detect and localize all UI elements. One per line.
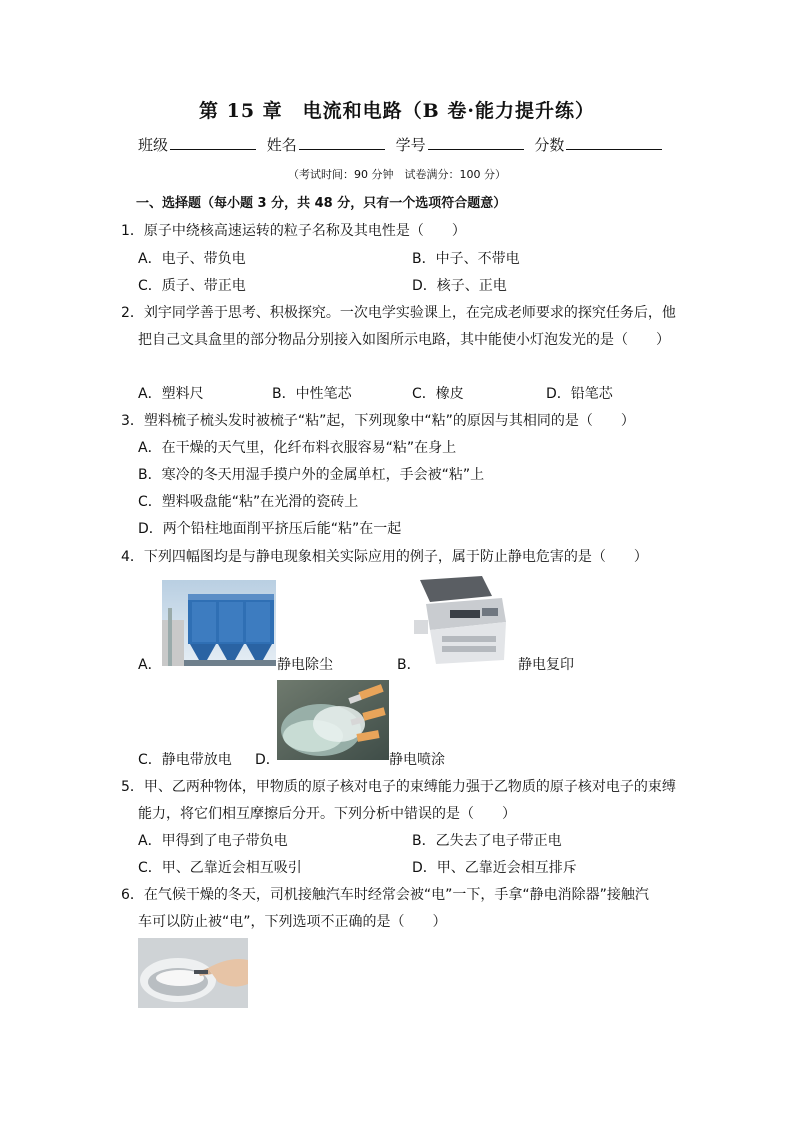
q2-option-c[interactable]: C．橡皮 bbox=[412, 386, 464, 402]
q1-option-c[interactable]: C．质子、带正电 bbox=[138, 278, 246, 294]
question-2-stem-line2: 把自己文具盒里的部分物品分别接入如图所示电路，其中能使小灯泡发光的是（ ） bbox=[138, 332, 670, 348]
question-5-stem-line2: 能力，将它们相互摩擦后分开。下列分析中错误的是（ ） bbox=[138, 806, 516, 822]
q1-option-d[interactable]: D．核子、正电 bbox=[412, 278, 507, 294]
class-label: 班级 bbox=[138, 136, 169, 154]
class-blank[interactable] bbox=[170, 134, 256, 150]
score-blank[interactable] bbox=[566, 134, 662, 150]
name-blank[interactable] bbox=[299, 134, 385, 150]
q5-option-b[interactable]: B．乙失去了电子带正电 bbox=[412, 833, 562, 849]
name-label: 姓名 bbox=[266, 136, 297, 154]
q4-option-d-letter[interactable]: D． bbox=[255, 752, 280, 768]
score-label: 分数 bbox=[534, 136, 565, 154]
car-door-handle-image bbox=[138, 938, 248, 1008]
student-info-line bbox=[138, 134, 668, 155]
spray-painting-image bbox=[277, 680, 389, 760]
q4-option-a-letter[interactable]: A． bbox=[138, 657, 162, 673]
photocopier-image bbox=[412, 574, 512, 666]
q1-option-a[interactable]: A．电子、带负电 bbox=[138, 251, 246, 267]
q3-option-d[interactable]: D．两个铅柱地面削平挤压后能“粘”在一起 bbox=[138, 521, 402, 537]
q2-option-d[interactable]: D．铅笔芯 bbox=[546, 386, 613, 402]
dust-collector-image bbox=[162, 580, 276, 666]
q4-option-b-label: 静电复印 bbox=[518, 657, 574, 673]
q4-option-a-label: 静电除尘 bbox=[277, 657, 333, 673]
q4-option-b-letter[interactable]: B． bbox=[397, 657, 421, 673]
q5-option-a[interactable]: A．甲得到了电子带负电 bbox=[138, 833, 288, 849]
question-2-stem-line1: 2．刘宇同学善于思考、积极探究。一次电学实验课上，在完成老师要求的探究任务后，他 bbox=[121, 305, 676, 321]
q1-option-b[interactable]: B．中子、不带电 bbox=[412, 251, 520, 267]
section-heading: 一、选择题（每小题 3 分，共 48 分，只有一个选项符合题意） bbox=[136, 196, 507, 211]
question-6-stem-line1: 6．在气候干燥的冬天，司机接触汽车时经常会被“电”一下，手拿“静电消除器”接触汽 bbox=[121, 887, 649, 903]
exam-info: （考试时间：90 分钟 试卷满分：100 分） bbox=[288, 168, 506, 181]
student-id-blank[interactable] bbox=[428, 134, 524, 150]
q4-option-d-label: 静电喷涂 bbox=[389, 752, 445, 768]
question-6-stem-line2: 车可以防止被“电”，下列选项不正确的是（ ） bbox=[138, 914, 447, 930]
question-5-stem-line1: 5．甲、乙两种物体，甲物质的原子核对电子的束缚能力强于乙物质的原子核对电子的束缚 bbox=[121, 779, 676, 795]
q3-option-b[interactable]: B．寒冷的冬天用湿手摸户外的金属单杠，手会被“粘”上 bbox=[138, 467, 485, 483]
q2-option-b[interactable]: B．中性笔芯 bbox=[272, 386, 352, 402]
q4-option-c[interactable]: C．静电带放电 bbox=[138, 752, 232, 768]
q5-option-d[interactable]: D．甲、乙靠近会相互排斥 bbox=[412, 860, 577, 876]
q3-option-a[interactable]: A．在干燥的天气里，化纤布料衣服容易“粘”在身上 bbox=[138, 440, 457, 456]
question-4-stem: 4．下列四幅图均是与静电现象相关实际应用的例子，属于防止静电危害的是（ ） bbox=[121, 549, 648, 565]
q5-option-c[interactable]: C．甲、乙靠近会相互吸引 bbox=[138, 860, 302, 876]
q2-option-a[interactable]: A．塑料尺 bbox=[138, 386, 204, 402]
student-id-label: 学号 bbox=[395, 136, 426, 154]
page-title: 第 15 章 电流和电路（B 卷·能力提升练） bbox=[199, 100, 595, 122]
q3-option-c[interactable]: C．塑料吸盘能“粘”在光滑的瓷砖上 bbox=[138, 494, 359, 510]
question-1-stem: 1．原子中绕核高速运转的粒子名称及其电性是（ ） bbox=[121, 223, 466, 239]
question-3-stem: 3．塑料梳子梳头发时被梳子“粘”起，下列现象中“粘”的原因与其相同的是（ ） bbox=[121, 413, 635, 429]
